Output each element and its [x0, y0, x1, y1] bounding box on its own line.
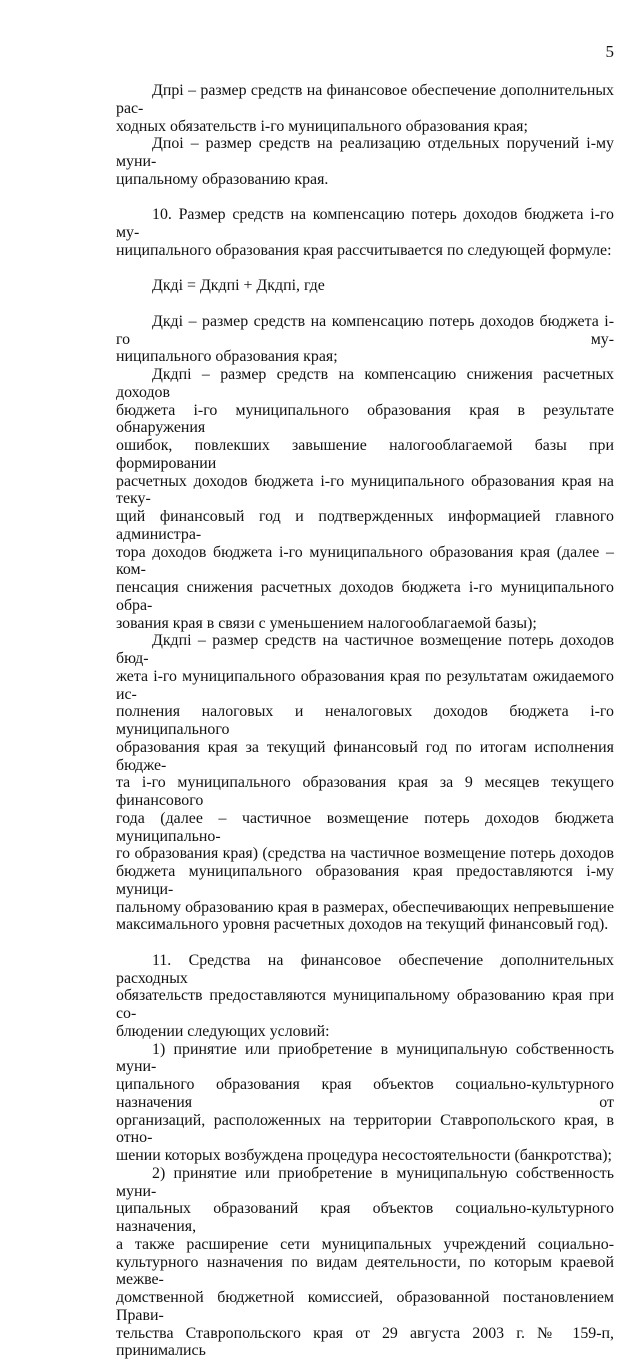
text-line: года (далее – частичное возмещение потерь доходов бюджета муниципально-	[116, 810, 614, 846]
document-body	[116, 82, 614, 1360]
text-line: та i-го муниципального образования края за 9 месяцев текущего финансового	[116, 774, 614, 810]
text-line: го образования края) (средства на частичное возмещение потерь доходов	[116, 845, 614, 863]
text-line: Дкдпi – размер средств на компенсацию снижения расчетных доходов	[116, 366, 614, 402]
text-line: 10. Размер средств на компенсацию потерь доходов бюджета i-го му-	[116, 206, 614, 242]
paragraph-gap	[116, 260, 614, 278]
text-line: бюджета i-го муниципального образования края в результате обнаружения	[116, 402, 614, 438]
text-line: шении которых возбуждена процедура несостоятельности (банкротства);	[116, 1147, 614, 1165]
text-line: тельства Ставропольского края от 29 августа 2003 г. № 159-п, принимались	[116, 1325, 614, 1360]
text-line: ципальных образований края объектов социально-культурного назначения,	[116, 1200, 614, 1236]
text-line: тора доходов бюджета i-го муниципального образования края (далее – ком-	[116, 544, 614, 580]
text-line: расчетных доходов бюджета i-го муниципального образования края на теку-	[116, 473, 614, 509]
text-line: блюдении следующих условий:	[116, 1023, 614, 1041]
text-line: ходных обязательств i-го муниципального образования края;	[116, 118, 614, 136]
text-line: обязательств предоставляются муниципальному образованию края при со-	[116, 987, 614, 1023]
text-line: ошибок, повлекших завышение налогооблагаемой базы при формировании	[116, 437, 614, 473]
text-line: 2) принятие или приобретение в муниципальную собственность муни-	[116, 1165, 614, 1201]
text-line: ципального образования края объектов социально-культурного назначения от	[116, 1076, 614, 1112]
text-line: ниципального образования края рассчитывается по следующей формуле:	[116, 242, 614, 260]
text-line: щий финансовый год и подтвержденных информацией главного администра-	[116, 508, 614, 544]
text-line: ниципального образования края;	[116, 348, 614, 366]
text-line: 1) принятие или приобретение в муниципальную собственность муни-	[116, 1041, 614, 1077]
text-line: Дкдi – размер средств на компенсацию потерь доходов бюджета i-го му-	[116, 313, 614, 349]
text-line: пальному образованию края в размерах, обеспечивающих непревышение	[116, 899, 614, 917]
text-line: ципальному образованию края.	[116, 171, 614, 189]
text-line: жета i-го муниципального образования края по результатам ожидаемого ис-	[116, 668, 614, 704]
text-line: зования края в связи с уменьшением налогооблагаемой базы);	[116, 615, 614, 633]
text-line: организаций, расположенных на территории Ставропольского края, в отно-	[116, 1112, 614, 1148]
text-line: Дпрi – размер средств на финансовое обеспечение дополнительных рас-	[116, 82, 614, 118]
text-line: бюджета муниципального образования края предоставляются i-му муници-	[116, 863, 614, 899]
text-line: а также расширение сети муниципальных учреждений социально-	[116, 1236, 614, 1254]
text-line: культурного назначения по видам деятельности, по которым краевой межве-	[116, 1254, 614, 1290]
paragraph-gap	[116, 189, 614, 207]
text-line: максимального уровня расчетных доходов на текущий финансовый год).	[116, 916, 614, 934]
text-line: домственной бюджетной комиссией, образованной постановлением Прави-	[116, 1289, 614, 1325]
text-line: Дкдпi – размер средств на частичное возмещение потерь доходов бюд-	[116, 632, 614, 668]
text-line: пенсация снижения расчетных доходов бюджета i-го муниципального обра-	[116, 579, 614, 615]
text-line: Дкдi = Дкдпi + Дкдпi, где	[116, 277, 614, 295]
text-line: Дпоi – размер средств на реализацию отдельных поручений i-му муни-	[116, 135, 614, 171]
text-line: 11. Средства на финансовое обеспечение дополнительных расходных	[116, 952, 614, 988]
text-line: образования края за текущий финансовый год по итогам исполнения бюдже-	[116, 739, 614, 775]
paragraph-gap	[116, 295, 614, 313]
text-line: полнения налоговых и неналоговых доходов бюджета i-го муниципального	[116, 703, 614, 739]
paragraph-gap	[116, 934, 614, 952]
page-number: 5	[606, 42, 615, 62]
